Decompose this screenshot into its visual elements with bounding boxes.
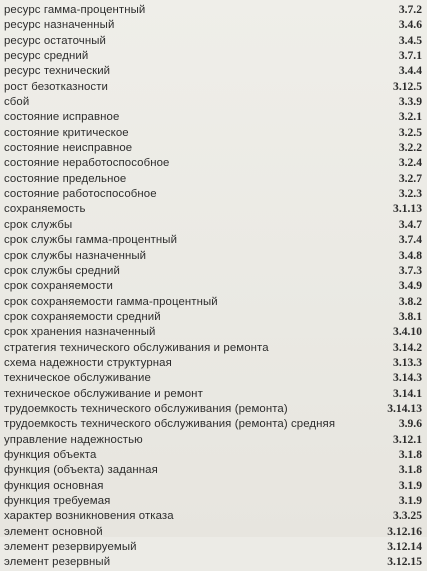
index-term: техническое обслуживание и ремонт xyxy=(4,387,203,400)
index-reference-number: 3.3.9 xyxy=(398,95,422,109)
index-entry xyxy=(4,109,422,124)
index-term: элемент резервируемый xyxy=(4,541,137,554)
index-reference-number: 3.2.4 xyxy=(398,156,422,170)
index-entry xyxy=(4,416,422,431)
index-term: ресурс остаточный xyxy=(4,34,106,47)
index-term: сбой xyxy=(4,96,30,109)
index-term: сохраняемость xyxy=(4,203,86,216)
index-entry xyxy=(4,79,422,94)
index-reference-number: 3.4.5 xyxy=(398,33,422,47)
index-reference-number: 3.2.7 xyxy=(398,171,422,185)
index-reference-number: 3.2.1 xyxy=(398,110,422,124)
index-entry xyxy=(4,63,422,78)
index-reference-number: 3.4.4 xyxy=(398,64,422,78)
index-term: срок службы гамма-процентный xyxy=(4,234,178,247)
index-reference-number: 3.1.9 xyxy=(398,478,422,492)
index-entry xyxy=(4,33,422,48)
index-entry xyxy=(4,462,422,477)
index-entry xyxy=(4,2,422,17)
index-entry xyxy=(4,508,422,523)
index-term: техническое обслуживание xyxy=(4,372,151,385)
index-term: характер возникновения отказа xyxy=(4,510,174,523)
index-term: состояние исправное xyxy=(4,111,120,124)
index-reference-number: 3.12.1 xyxy=(393,432,422,446)
index-entry xyxy=(4,554,422,569)
index-reference-number: 3.4.7 xyxy=(398,217,422,231)
index-term: состояние неисправное xyxy=(4,142,133,155)
index-reference-number: 3.12.5 xyxy=(393,79,422,93)
index-reference-number: 3.1.8 xyxy=(398,447,422,461)
index-entry xyxy=(4,324,422,339)
index-term: срок хранения назначенный xyxy=(4,326,156,339)
index-entry xyxy=(4,201,422,216)
index-reference-number: 3.12.14 xyxy=(387,540,422,554)
index-term: элемент основной xyxy=(4,525,103,538)
index-term: ресурс технический xyxy=(4,65,111,78)
index-reference-number: 3.4.10 xyxy=(393,325,422,339)
index-entry xyxy=(4,171,422,186)
index-term: управление надежностью xyxy=(4,433,143,446)
index-term: срок службы назначенный xyxy=(4,249,147,262)
index-reference-number: 3.4.6 xyxy=(398,18,422,32)
index-reference-number: 3.2.2 xyxy=(398,141,422,155)
index-reference-number: 3.4.8 xyxy=(398,248,422,262)
index-term: срок сохраняемости средний xyxy=(4,310,161,323)
index-term: функция (объекта) заданная xyxy=(4,464,158,477)
index-reference-number: 3.13.3 xyxy=(393,355,422,369)
index-entry xyxy=(4,248,422,263)
index-reference-number: 3.3.25 xyxy=(393,509,422,523)
index-term: состояние неработоспособное xyxy=(4,157,170,170)
index-reference-number: 3.8.2 xyxy=(398,294,422,308)
index-entry xyxy=(4,217,422,232)
index-reference-number: 3.1.13 xyxy=(393,202,422,216)
index-entry xyxy=(4,294,422,309)
index-reference-number: 3.7.2 xyxy=(398,3,422,16)
index-term: состояние предельное xyxy=(4,172,127,185)
index-entry xyxy=(4,432,422,447)
index-entry xyxy=(4,340,422,355)
subject-index-list xyxy=(4,2,422,570)
index-entry xyxy=(4,309,422,324)
index-term: срок службы xyxy=(4,218,73,231)
index-term: функция требуемая xyxy=(4,495,111,507)
index-reference-number: 3.4.9 xyxy=(398,279,422,293)
index-reference-number: 3.8.1 xyxy=(398,309,422,323)
index-term: состояние работоспособное xyxy=(4,188,157,201)
index-reference-number: 3.14.3 xyxy=(393,371,422,385)
index-entry xyxy=(4,355,422,370)
index-term: функция объекта xyxy=(4,448,97,461)
index-term: ресурс средний xyxy=(4,50,89,63)
index-reference-number: 3.1.9 xyxy=(398,494,422,507)
index-entry xyxy=(4,386,422,401)
index-entry xyxy=(4,186,422,201)
index-reference-number: 3.2.5 xyxy=(398,125,422,139)
index-term: рост безотказности xyxy=(4,80,108,93)
index-entry xyxy=(4,48,422,63)
index-reference-number: 3.14.1 xyxy=(393,386,422,400)
index-reference-number: 3.7.4 xyxy=(398,233,422,247)
index-entry xyxy=(4,94,422,109)
index-term: стратегия технического обслуживания и ремонта xyxy=(4,341,269,354)
index-entry xyxy=(4,478,422,493)
index-entry xyxy=(4,263,422,278)
index-entry xyxy=(4,125,422,140)
index-term: схема надежности структурная xyxy=(4,356,172,369)
index-reference-number: 3.2.3 xyxy=(398,187,422,201)
index-reference-number: 3.14.2 xyxy=(393,340,422,354)
index-entry xyxy=(4,155,422,170)
index-entry xyxy=(4,539,422,554)
index-term: срок сохраняемости xyxy=(4,280,113,293)
index-entry xyxy=(4,447,422,462)
index-entry xyxy=(4,17,422,32)
index-term: ресурс назначенный xyxy=(4,19,115,32)
index-term: срок сохраняемости гамма-процентный xyxy=(4,295,218,308)
index-term: состояние критическое xyxy=(4,126,129,139)
index-reference-number: 3.1.8 xyxy=(398,463,422,477)
index-reference-number: 3.7.1 xyxy=(398,49,422,63)
index-entry xyxy=(4,401,422,416)
index-term: элемент резервный xyxy=(4,556,111,569)
index-term: ресурс гамма-процентный xyxy=(4,4,146,16)
index-entry xyxy=(4,493,422,508)
index-term: функция основная xyxy=(4,479,104,492)
index-term: трудоемкость технического обслуживания (ремонта) xyxy=(4,402,288,415)
index-term: трудоемкость технического обслуживания (ремонта) средняя xyxy=(4,418,336,431)
index-entry xyxy=(4,140,422,155)
index-entry xyxy=(4,370,422,385)
index-entry xyxy=(4,278,422,293)
index-reference-number: 3.9.6 xyxy=(398,417,422,431)
index-entry xyxy=(4,232,422,247)
index-reference-number: 3.12.15 xyxy=(387,555,422,569)
index-reference-number: 3.7.3 xyxy=(398,263,422,277)
index-term: срок службы средний xyxy=(4,264,120,277)
index-reference-number: 3.14.13 xyxy=(387,401,422,415)
index-reference-number: 3.12.16 xyxy=(387,524,422,538)
